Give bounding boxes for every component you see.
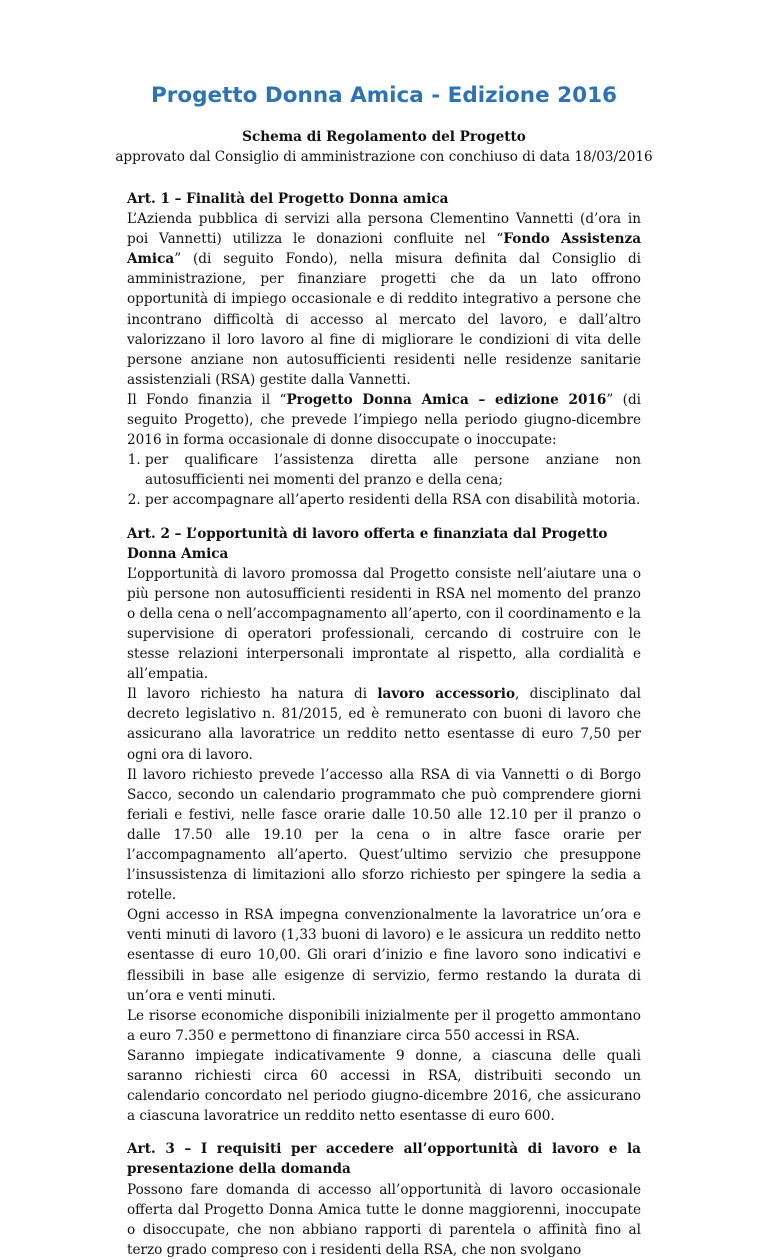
art2-p2-text-cont: , disciplinato dal decreto legislativo n. 81/2015, ed è remunerato con buoni di lavoro che assicurano alla lavoratrice un reddito netto esentasse di euro 7,50 per ogni ora di lavoro.: [127, 686, 642, 763]
art2-paragraph-1: L’opportunità di lavoro promossa dal Progetto consiste nell’aiutare una o più persone non autosufficienti residenti in RSA nel momento del pranzo o della cena o nell’accompagnamento all’aperto, con il coordinamento e la supervisione di operatori professionali, cercando di costruire con le stesse relazioni interpersonali improntate al rispetto, alla cordialità e all’empatia.: [127, 565, 641, 683]
project-name: Progetto Donna Amica – edizione 2016: [286, 391, 607, 408]
art1-list: [127, 450, 641, 510]
art2-paragraph-6: Saranno impiegate indicativamente 9 donne, a ciascuna delle quali saranno richiesti circa 60 accessi in RSA, distribuiti secondo un calendario concordato nel periodo giugno-dicembre 2016, che assicurano a ciascuna lavoratrice un reddito netto esentasse di euro 600.: [127, 1047, 641, 1125]
art2-heading: Art. 2 – L’opportunità di lavoro offerta e finanziata dal Progetto Donna Amica: [127, 525, 608, 562]
art3-heading: Art. 3 – I requisiti per accedere all’opportunità di lavoro e la presentazione della domanda: [127, 1141, 641, 1178]
list-item: 2. per accompagnare all’aperto residenti della RSA con disabilità motoria.: [145, 490, 641, 510]
art1-paragraph-1: [127, 209, 641, 390]
art1-p2-text: Il Fondo finanzia il “: [127, 391, 287, 408]
document-subtitle: Schema di Regolamento del Progetto: [242, 129, 526, 145]
art1-heading: Art. 1 – Finalità del Progetto Donna amica: [127, 191, 449, 207]
art1-paragraph-2: [127, 390, 641, 450]
art1-p1-text-cont: ” (di seguito Fondo), nella misura definita dal Consiglio di amministrazione, per finanziare progetti che da un lato offrono opportunità di impiego occasionale e di reddito integrativo a persone che incontrano difficoltà di accesso al mercato del lavoro, e dall’altro valorizzano il loro lavoro al fine di migliorare le condizioni di vita delle persone anziane non autosufficienti residenti nelle residenze sanitarie assistenziali (RSA) gestite dalla Vannetti.: [127, 251, 641, 388]
art1-p1-text: L’Azienda pubblica di servizi alla persona Clementino Vannetti (d’ora in poi Vannetti) utilizza le donazioni confluite nel “: [127, 211, 641, 248]
art3-paragraph-1: Possono fare domanda di accesso all’opportunità di lavoro occasionale offerta dal Progetto Donna Amica tutte le donne maggiorenni, inoccupate o disoccupate, che non abbiano rapporti di parentela o affinità fino al terzo grado compreso con i residenti della RSA, che non svolgano: [127, 1181, 641, 1258]
document-title: Progetto Donna Amica - Edizione 2016: [150, 83, 617, 108]
art2-paragraph-4: Ogni accesso in RSA impegna convenzionalmente la lavoratrice un’ora e venti minuti di lavoro (1,33 buoni di lavoro) e le assicura un reddito netto esentasse di euro 10,00. Gli orari d’inizio e fine lavoro sono indicativi e flessibili in base alle esigenze di servizio, fermo restando la durata di un’ora e venti minuti.: [127, 907, 641, 1004]
art2-p2-text: Il lavoro richiesto ha natura di: [127, 686, 378, 703]
document-body: [127, 189, 641, 1260]
document-header: [0, 127, 768, 167]
work-type: lavoro accessorio: [377, 686, 516, 703]
list-item: 1. per qualificare l’assistenza diretta alle persone anziane non autosufficienti nei momenti del pranzo e della cena;: [145, 450, 641, 490]
fund-name: Fondo Assistenza Amica: [127, 231, 642, 268]
art2-paragraph-5: Le risorse economiche disponibili inizialmente per il progetto ammontano a euro 7.350 e permettono di finanziare circa 550 accessi in RSA.: [127, 1007, 641, 1044]
art2-paragraph-3: Il lavoro richiesto prevede l’accesso alla RSA di via Vannetti o di Borgo Sacco, secondo un calendario programmato che può comprendere giorni feriali e festivi, nelle fasce orarie dalle 10.50 alle 12.10 per il pranzo o dalle 17.50 alle 19.10 per la cena o in altre fasce orarie per l’accompagnamento all’aperto. Quest’ultimo servizio che presuppone l’insussistenza di limitazioni allo sforzo richiesto per spingere la sedia a rotelle.: [127, 766, 641, 904]
art1-p2-text-cont: ” (di seguito Progetto), che prevede l’impiego nella periodo giugno-dicembre 2016 in forma occasionale di donne disoccupate o inoccupate:: [127, 391, 641, 449]
art2-paragraph-2: [127, 684, 641, 764]
approval-note: approvato dal Consiglio di amministrazione con conchiuso di data 18/03/2016: [115, 149, 653, 166]
